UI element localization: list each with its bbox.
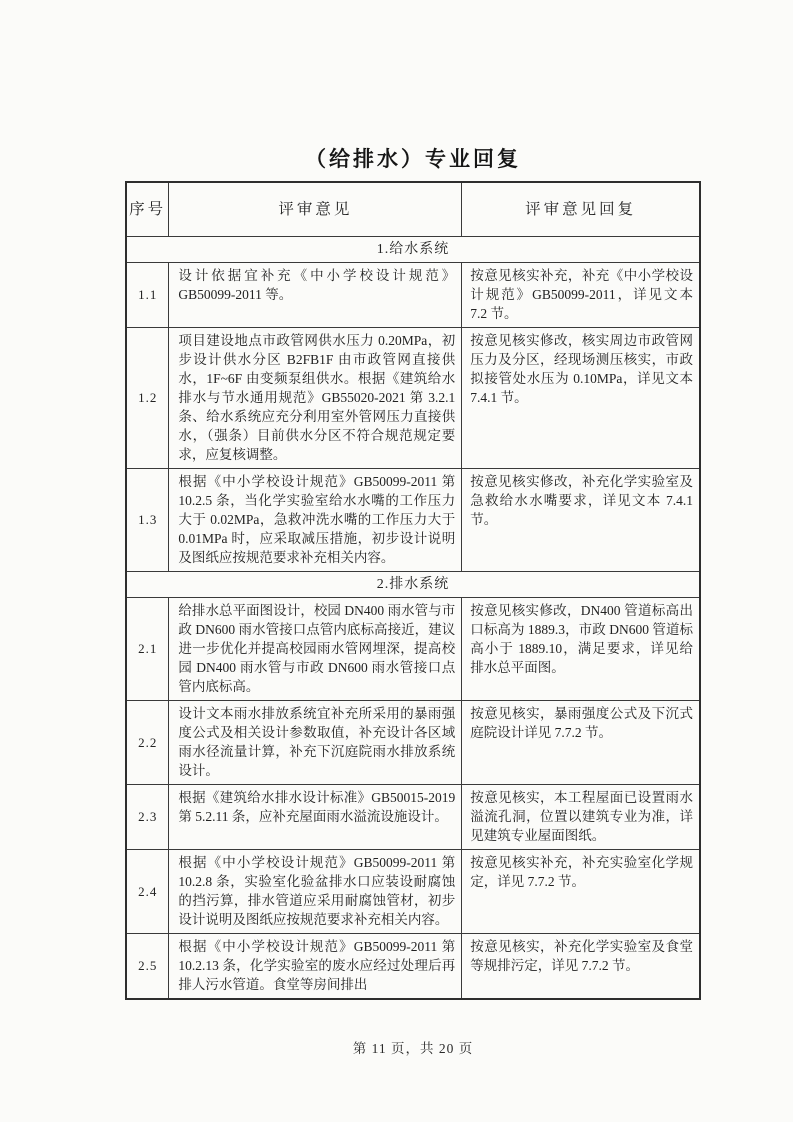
section-title-water-supply: 1.给水系统 [126,236,700,262]
table-row [126,700,700,784]
row-number: 2.1 [126,597,169,700]
table-row [126,849,700,933]
section-title-drainage: 2.排水系统 [126,571,700,597]
review-reply: 按意见核实修改，DN400 管道标高出口标高为 1889.3，市政 DN600 管道标高小于 1889.10，满足要求，详见给排水总平面图。 [462,597,700,700]
review-comment: 给排水总平面图设计，校园 DN400 雨水管与市政 DN600 雨水管接口点管内底标高接近，建议进一步优化并提高校园雨水管网埋深，提高校园 DN400 雨水管与市政 DN600 雨水管接口点管内底标高。 [169,597,462,700]
review-reply: 按意见核实修改，核实周边市政管网压力及分区，经现场测压核实，市政拟接管处水压为 0.10MPa，详见文本 7.4.1 节。 [462,327,700,468]
review-comment: 设计文本雨水排放系统宜补充所采用的暴雨强度公式及相关设计参数取值，补充设计各区域雨水径流量计算，补充下沉庭院雨水排放系统设计。 [169,700,462,784]
review-reply: 按意见核实补充，补充《中小学校设计规范》GB50099-2011，详见文本 7.2 节。 [462,262,700,327]
review-comment: 根据《建筑给水排水设计标准》GB50015-2019 第 5.2.11 条，应补充屋面雨水溢流设施设计。 [169,784,462,849]
table-row [126,468,700,571]
table-row [126,262,700,327]
column-header-comment: 评审意见 [169,182,462,236]
review-comment: 根据《中小学校设计规范》GB50099-2011 第 10.2.8 条，实验室化验盆排水口应装设耐腐蚀的挡污算，排水管道应采用耐腐蚀管材，初步设计说明及图纸应按规范要求补充相关内容。 [169,849,462,933]
section-row-drainage [126,571,700,597]
page-title: （给排水）专业回复 [305,147,521,171]
section-row-water-supply [126,236,700,262]
table-row [126,933,700,999]
review-comment: 设计依据宜补充《中小学校设计规范》GB50099-2011 等。 [169,262,462,327]
row-number: 1.3 [126,468,169,571]
review-comment: 项目建设地点市政管网供水压力 0.20MPa，初步设计供水分区 B2FB1F 由市政管网直接供水，1F~6F 由变频泵组供水。根据《建筑给水排水与节水通用规范》GB55020-2021 第 3.2.1 条、给水系统应充分利用室外管网压力直接供水，（强条）目前供水分区不符合规范规定要求，应复核调整。 [169,327,462,468]
review-comment: 根据《中小学校设计规范》GB50099-2011 第 10.2.13 条，化学实验室的废水应经过处理后再排人污水管道。食堂等房间排出 [169,933,462,999]
table-row [126,784,700,849]
page-footer: 第 11 页，共 20 页 [352,1041,474,1056]
column-header-no: 序号 [126,182,169,236]
table-row [126,597,700,700]
table-row [126,327,700,468]
review-reply: 按意见核实修改，补充化学实验室及急救给水水嘴要求，详见文本 7.4.1 节。 [462,468,700,571]
review-comment: 根据《中小学校设计规范》GB50099-2011 第 10.2.5 条，当化学实验室给水水嘴的工作压力大于 0.02MPa，急救冲洗水嘴的工作压力大于 0.01MPa 时，应采取减压措施，初步设计说明及图纸应按规范要求补充相关内容。 [169,468,462,571]
review-reply: 按意见核实，暴雨强度公式及下沉式庭院设计详见 7.7.2 节。 [462,700,700,784]
row-number: 2.5 [126,933,169,999]
review-comments-table [125,181,701,1000]
row-number: 2.2 [126,700,169,784]
row-number: 1.1 [126,262,169,327]
row-number: 1.2 [126,327,169,468]
review-reply: 按意见核实补充，补充实验室化学规定，详见 7.7.2 节。 [462,849,700,933]
table-header-row [126,182,700,236]
review-reply: 按意见核实，补充化学实验室及食堂等规排污定，详见 7.7.2 节。 [462,933,700,999]
review-reply: 按意见核实，本工程屋面已设置雨水溢流孔洞，位置以建筑专业为准，详见建筑专业屋面图纸。 [462,784,700,849]
row-number: 2.3 [126,784,169,849]
row-number: 2.4 [126,849,169,933]
column-header-reply: 评审意见回复 [462,182,700,236]
